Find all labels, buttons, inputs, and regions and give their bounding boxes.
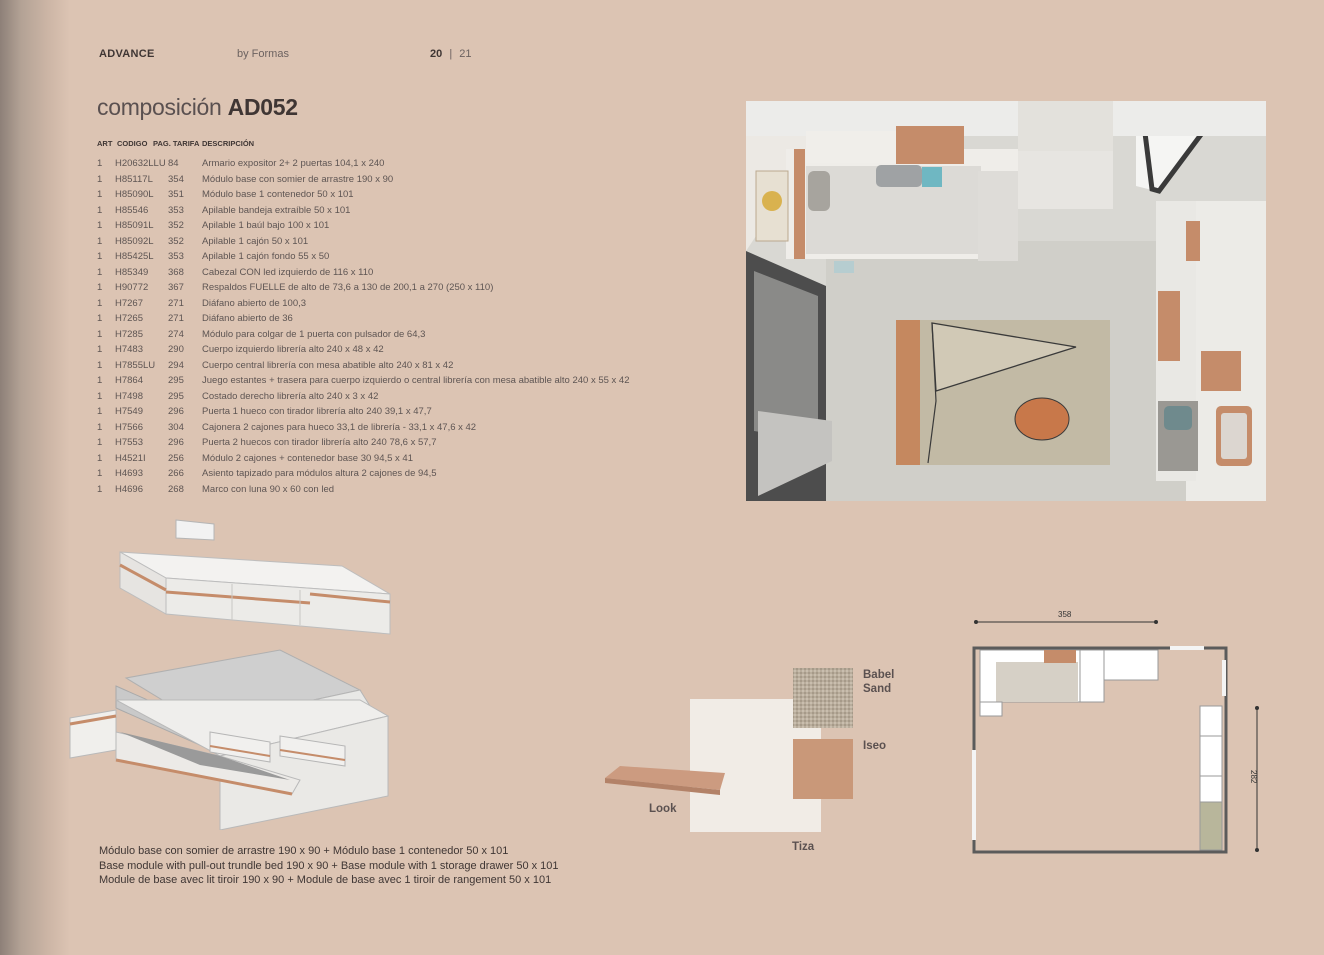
- cell-art: 1: [97, 220, 103, 231]
- cell-art: 1: [97, 313, 103, 324]
- cell-page: 352: [168, 235, 184, 247]
- table-row: [97, 220, 677, 236]
- cell-art: 1: [97, 452, 103, 464]
- cell-code: H7267: [115, 297, 143, 309]
- cell-code: H7549: [115, 406, 143, 417]
- cell-art: 1: [97, 158, 103, 169]
- table-row: [97, 453, 677, 469]
- title-prefix: composición: [97, 94, 222, 120]
- header-pag-tarifa: PAG. TARIFA: [153, 139, 200, 148]
- product-captions: [99, 844, 559, 888]
- label-tiza: Tiza: [792, 841, 815, 853]
- table-row: [97, 189, 677, 205]
- cell-description: Puerta 1 hueco con tirador librería alto 240 39,1 x 47,7: [202, 406, 432, 417]
- brand-subtitle: by Formas: [237, 48, 289, 60]
- product-renders: [60, 510, 400, 830]
- item-table: [97, 158, 677, 499]
- brand-name: ADVANCE: [99, 48, 155, 60]
- page-right: 21: [459, 48, 472, 60]
- cell-code: H7483: [115, 344, 143, 355]
- room-photo: [746, 101, 1266, 501]
- cell-art: 1: [97, 421, 103, 433]
- cell-code: H85546: [115, 204, 149, 216]
- table-row: [97, 344, 677, 360]
- cell-page: 368: [168, 266, 184, 278]
- plan-height-label: 282: [1249, 770, 1258, 784]
- cell-page: 268: [168, 483, 184, 495]
- cell-description: Costado derecho librería alto 240 x 3 x 42: [202, 390, 379, 402]
- table-row: [97, 360, 677, 376]
- cell-page: 353: [168, 204, 184, 216]
- header-descripcion: DESCRIPCIÓN: [202, 139, 255, 148]
- caption-es: Módulo base con somier de arrastre 190 x 90 + Módulo base 1 contenedor 50 x 101: [99, 845, 509, 857]
- title-code: AD052: [227, 94, 298, 120]
- room-photo-illustration: [746, 101, 1266, 501]
- cell-description: Módulo base con somier de arrastre 190 x 90: [202, 173, 394, 185]
- bed-module-illustration: [60, 510, 400, 830]
- table-row: [97, 422, 677, 438]
- cell-code: H7566: [115, 421, 143, 433]
- cell-art: 1: [97, 344, 103, 355]
- cell-description: Marco con luna 90 x 60 con led: [202, 483, 335, 495]
- cell-art: 1: [97, 483, 103, 495]
- cell-description: Módulo 2 cajones + contenedor base 30 94,5 x 41: [202, 452, 413, 464]
- table-row: [97, 236, 677, 252]
- cell-page: 295: [168, 390, 184, 402]
- cell-page: 295: [168, 375, 184, 386]
- cell-art: 1: [97, 406, 103, 417]
- cell-description: Apilable bandeja extraíble 50 x 101: [202, 204, 351, 216]
- cell-description: Respaldos FUELLE de alto de 73,6 a 130 de 200,1 a 270 (250 x 110): [202, 282, 494, 293]
- cell-page: 274: [168, 328, 184, 340]
- table-row: [97, 437, 677, 453]
- cell-description: Juego estantes + trasera para cuerpo izquierdo o central librería con mesa abatible alto 240 x 55 x 42: [202, 375, 630, 386]
- page-left: 20: [430, 48, 443, 60]
- swatch-babel-sand: [793, 668, 853, 728]
- page-title: [97, 94, 298, 121]
- cell-art: 1: [97, 266, 103, 278]
- cell-code: H4693: [115, 468, 143, 479]
- table-row: [97, 251, 677, 267]
- cell-description: Cajonera 2 cajones para hueco 33,1 de librería - 33,1 x 47,6 x 42: [202, 421, 477, 433]
- label-babel-sand: Babel Sand: [863, 669, 895, 695]
- cell-page: 304: [168, 421, 184, 433]
- table-row: [97, 391, 677, 407]
- cell-description: Módulo para colgar de 1 puerta con pulsador de 64,3: [202, 328, 426, 340]
- cell-page: 290: [168, 344, 184, 355]
- cell-page: 353: [168, 251, 184, 262]
- cell-description: Diáfano abierto de 36: [202, 313, 293, 324]
- table-row: [97, 375, 677, 391]
- table-row: [97, 313, 677, 329]
- cell-description: Puerta 2 huecos con tirador librería alto 240 78,6 x 57,7: [202, 437, 437, 448]
- cell-code: H7498: [115, 390, 143, 402]
- cell-description: Armario expositor 2+ 2 puertas 104,1 x 240: [202, 158, 385, 169]
- table-row: [97, 329, 677, 345]
- cell-code: H85090L: [115, 189, 154, 200]
- floor-plan: [960, 600, 1270, 870]
- cell-code: H4521I: [115, 452, 146, 464]
- cell-description: Apilable 1 baúl bajo 100 x 101: [202, 220, 330, 231]
- cell-page: 256: [168, 452, 184, 464]
- cell-code: H7553: [115, 437, 143, 448]
- cell-page: 84: [168, 158, 179, 169]
- floor-plan-drawing: [960, 600, 1270, 870]
- cell-art: 1: [97, 468, 103, 479]
- table-row: [97, 282, 677, 298]
- cell-page: 352: [168, 220, 184, 231]
- cell-code: H20632LLU: [115, 158, 166, 169]
- cell-page: 354: [168, 173, 184, 185]
- cell-code: H7265: [115, 313, 143, 324]
- cell-code: H85117L: [115, 173, 153, 185]
- label-iseo: Iseo: [863, 740, 887, 752]
- cell-description: Cuerpo izquierdo librería alto 240 x 48 x 42: [202, 344, 384, 355]
- cell-page: 296: [168, 437, 184, 448]
- cell-code: H85349: [115, 266, 149, 278]
- page-numbers: [430, 48, 471, 60]
- header-codigo: CODIGO: [117, 139, 148, 148]
- cell-page: 294: [168, 359, 184, 371]
- plan-width-label: 358: [1058, 610, 1072, 619]
- cell-page: 351: [168, 189, 184, 200]
- cell-art: 1: [97, 297, 103, 309]
- cell-description: Asiento tapizado para módulos altura 2 cajones de 94,5: [202, 468, 437, 479]
- cell-code: H7864: [115, 375, 143, 386]
- cell-description: Apilable 1 cajón 50 x 101: [202, 235, 309, 247]
- table-row: [97, 267, 677, 283]
- cell-art: 1: [97, 359, 103, 371]
- cell-description: Módulo base 1 contenedor 50 x 101: [202, 189, 354, 200]
- cell-code: H85091L: [115, 220, 154, 231]
- cell-code: H4696: [115, 483, 143, 495]
- table-row: [97, 468, 677, 484]
- cell-art: 1: [97, 235, 103, 247]
- cell-code: H85425L: [115, 251, 154, 262]
- label-look: Look: [649, 803, 677, 815]
- cell-art: 1: [97, 390, 103, 402]
- cell-page: 271: [168, 297, 184, 309]
- cell-page: 296: [168, 406, 184, 417]
- cell-description: Cabezal CON led izquierdo de 116 x 110: [202, 266, 374, 278]
- cell-art: 1: [97, 189, 103, 200]
- cell-art: 1: [97, 204, 103, 216]
- cell-description: Diáfano abierto de 100,3: [202, 297, 307, 309]
- page-separator: |: [449, 48, 453, 60]
- cell-code: H90772: [115, 282, 149, 293]
- header-art: ART: [97, 139, 113, 148]
- cell-page: 266: [168, 468, 184, 479]
- cell-art: 1: [97, 328, 103, 340]
- cell-art: 1: [97, 375, 103, 386]
- cell-description: Apilable 1 cajón fondo 55 x 50: [202, 251, 330, 262]
- cell-art: 1: [97, 437, 103, 448]
- cell-art: 1: [97, 251, 103, 262]
- cell-page: 367: [168, 282, 184, 293]
- cell-page: 271: [168, 313, 184, 324]
- finish-swatches: [600, 660, 920, 860]
- table-row: [97, 484, 677, 500]
- table-row: [97, 298, 677, 314]
- table-row: [97, 406, 677, 422]
- cell-description: Cuerpo central librería con mesa abatible alto 240 x 81 x 42: [202, 359, 454, 371]
- cell-art: 1: [97, 173, 103, 185]
- cell-code: H85092L: [115, 235, 154, 247]
- table-row: [97, 174, 677, 190]
- cell-code: H7855LU: [115, 359, 156, 371]
- table-row: [97, 158, 677, 174]
- caption-en: Base module with pull-out trundle bed 190 x 90 + Base module with 1 storage drawer 50 x 101: [99, 859, 559, 872]
- cell-art: 1: [97, 282, 103, 293]
- table-row: [97, 205, 677, 221]
- caption-fr: Module de base avec lit tiroir 190 x 90 + Module de base avec 1 tiroir de rangement 50 x 101: [99, 874, 552, 887]
- swatch-iseo: [793, 739, 853, 799]
- cell-code: H7285: [115, 328, 143, 340]
